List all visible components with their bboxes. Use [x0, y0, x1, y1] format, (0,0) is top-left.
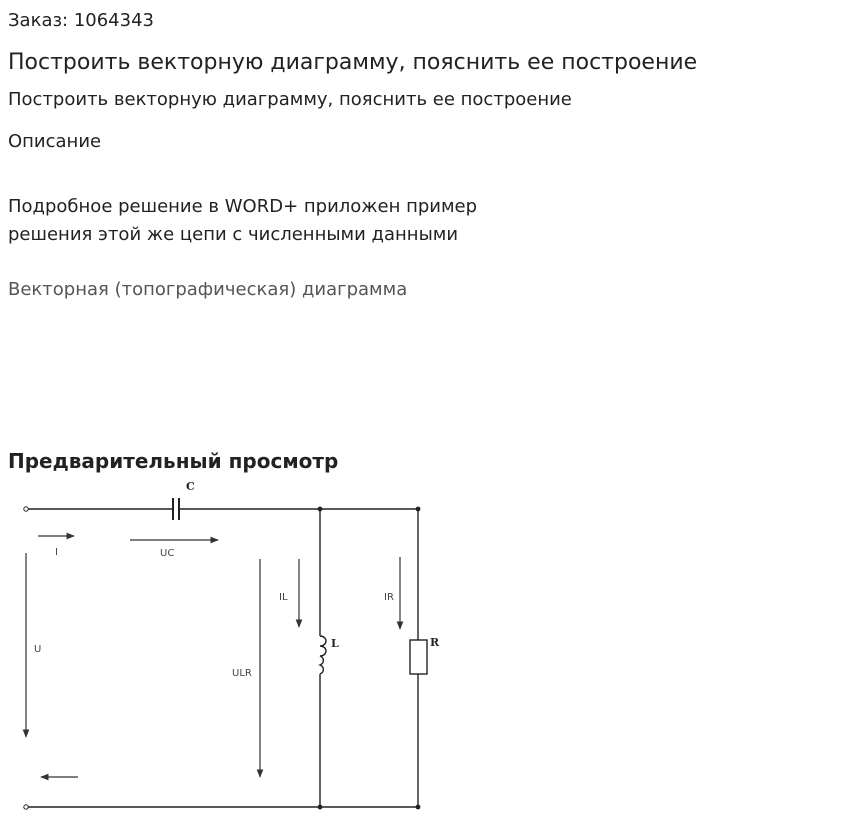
circuit-diagram-image: [0, 475, 460, 815]
current-ir-label: IR: [384, 592, 394, 603]
junction-dot: [416, 507, 421, 512]
current-il-label: IL: [279, 592, 288, 603]
junction-dot: [318, 805, 323, 810]
junction-dot: [318, 507, 323, 512]
page-subtitle: Построить векторную диаграмму, пояснить ее построение: [8, 89, 572, 110]
description-line: Подробное решение в WORD+ приложен пример: [8, 196, 478, 217]
description-heading: Описание: [8, 131, 102, 152]
page-title: Построить векторную диаграмму, пояснить ее построение: [8, 50, 698, 75]
capacitor-symbol: [173, 498, 179, 520]
circuit-wires: [28, 509, 418, 807]
diagram-caption: Векторная (топографическая) диаграмма: [8, 279, 408, 300]
description-text: [8, 193, 528, 249]
inductor-label: L: [331, 637, 339, 650]
junction-dot: [416, 805, 421, 810]
voltage-u-label: U: [34, 644, 42, 655]
terminal-top: [24, 507, 28, 511]
terminal-bottom: [24, 805, 28, 809]
capacitor-label: C: [186, 480, 195, 493]
voltage-ulr-label: ULR: [232, 668, 252, 679]
voltage-uc-label: UC: [160, 548, 175, 559]
preview-heading: Предварительный просмотр: [8, 449, 339, 473]
current-i-label: I: [55, 547, 58, 558]
resistor-label: R: [430, 636, 440, 649]
description-line: решения этой же цепи с численными данными: [8, 224, 459, 245]
inductor-symbol: [320, 636, 326, 674]
resistor-symbol: [410, 640, 427, 674]
order-number: Заказ: 1064343: [8, 10, 154, 31]
